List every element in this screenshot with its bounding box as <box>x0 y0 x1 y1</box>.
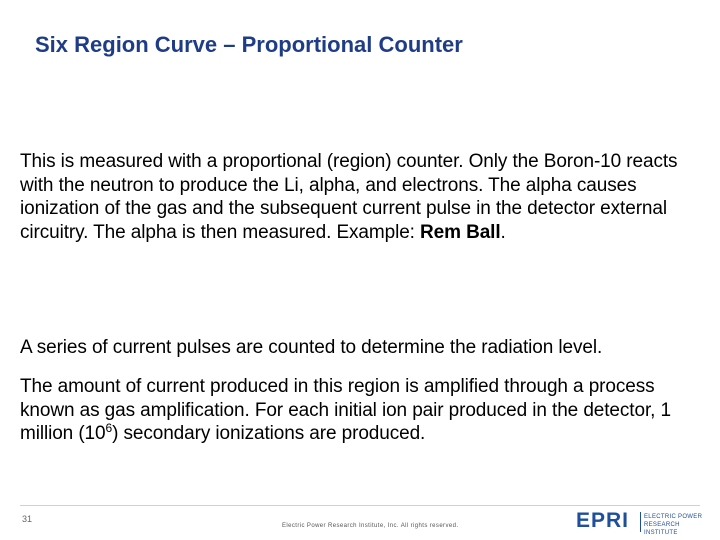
epri-logo <box>576 509 710 537</box>
paragraph-text: This is measured with a proportional (region) counter. Only the Boron-10 reacts with the neutron to produce the Li, alpha, and electrons. The alpha causes ionization of the gas and the subsequent current pulse in the detector external circuitry. The alpha is then measured. Example: <box>20 151 678 243</box>
footer-divider <box>20 505 700 506</box>
rem-ball-term: Rem Ball <box>420 221 501 243</box>
logo-subtitle-line1: ELECTRIC POWER <box>644 514 703 520</box>
logo-wordmark: EPRI <box>576 509 630 532</box>
logo-subtitle <box>644 513 710 537</box>
paragraph-current-pulses: A series of current pulses are counted to determine the radiation level. <box>20 337 603 358</box>
paragraph-text: ) secondary ionizations are produced. <box>112 423 426 444</box>
logo-separator <box>640 512 641 532</box>
paragraph-end: . <box>500 221 506 243</box>
logo-subtitle-line2: RESEARCH INSTITUTE <box>644 522 680 536</box>
paragraph-proportional-counter <box>20 150 710 244</box>
slide-title: Six Region Curve – Proportional Counter <box>35 32 463 57</box>
paragraph-text: The amount of current produced in this region is amplified through a process known as gas amplification. For each initial ion pair produced in the detector, 1 million (10 <box>20 376 671 444</box>
page-number: 31 <box>22 514 33 524</box>
exponent: 6 <box>105 421 113 435</box>
paragraph-gas-amplification <box>20 375 710 446</box>
copyright-notice: Electric Power Research Institute, Inc. All rights reserved. <box>282 523 459 529</box>
